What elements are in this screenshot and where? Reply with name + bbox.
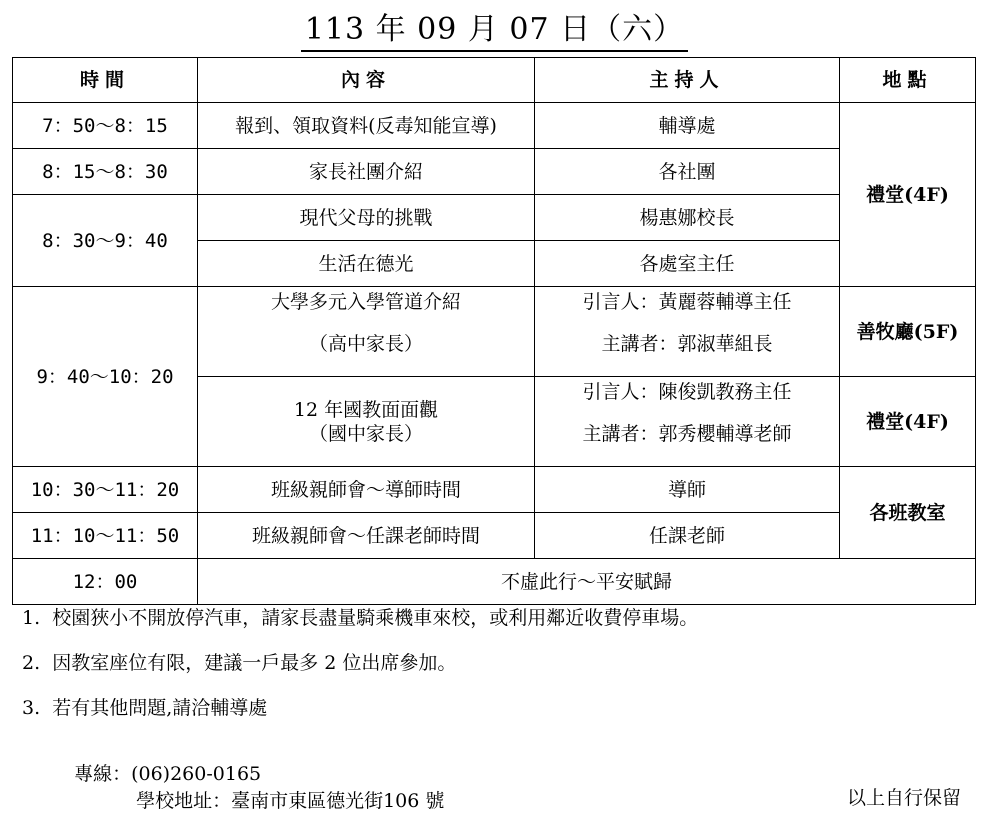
time-cell: 12：00 (13, 559, 198, 605)
place-cell: 各班教室 (840, 467, 976, 559)
host-line: 主講者：郭秀櫻輔導老師 (582, 422, 792, 445)
note-item: 1. 校園狹小不開放停汽車，請家長盡量騎乘機車來校，或利用鄰近收費停車場。 (22, 607, 699, 629)
place-cell: 禮堂(4F) (840, 377, 976, 467)
host-cell: 任課老師 (535, 513, 840, 559)
table-row (13, 287, 976, 377)
header-time: 時間 (13, 58, 198, 103)
host-cell: 楊惠娜校長 (535, 195, 840, 241)
time-cell: 8：15～8：30 (13, 149, 198, 195)
time-cell: 10：30～11：20 (13, 467, 198, 513)
page-title (0, 12, 989, 52)
host-cell: 輔導處 (535, 103, 840, 149)
content-line: （國中家長） (308, 422, 423, 445)
phone-number: 專線：(06)260-0165 (74, 763, 262, 785)
table-row (13, 103, 976, 149)
time-cell: 9：40～10：20 (13, 287, 198, 467)
content-line: （高中家長） (308, 332, 423, 355)
footer-note: 以上自行保留 (846, 787, 961, 809)
header-host: 主持人 (535, 58, 840, 103)
school-address: 學校地址：臺南市東區德光街106 號 (136, 790, 445, 812)
host-line: 引言人：陳俊凱教務主任 (582, 380, 792, 403)
table-row (13, 467, 976, 513)
host-line: 主講者：郭淑華組長 (601, 332, 773, 355)
content-cell: 班級親師會～導師時間 (198, 467, 535, 513)
content-cell (198, 377, 535, 467)
content-cell: 現代父母的挑戰 (198, 195, 535, 241)
contact-info (62, 737, 444, 813)
table-row (13, 559, 976, 605)
content-line: 大學多元入學管道介紹 (270, 290, 461, 313)
content-cell: 班級親師會～任課老師時間 (198, 513, 535, 559)
host-cell: 導師 (535, 467, 840, 513)
header-content: 內容 (198, 58, 535, 103)
content-cell: 不虛此行～平安賦歸 (198, 559, 976, 605)
table-row (13, 149, 976, 195)
schedule-table (12, 57, 976, 605)
host-cell (535, 287, 840, 377)
content-cell: 生活在德光 (198, 241, 535, 287)
host-cell (535, 377, 840, 467)
date-heading: 113 年 09 月 07 日（六） (301, 12, 688, 52)
host-cell: 各處室主任 (535, 241, 840, 287)
place-cell: 禮堂(4F) (840, 103, 976, 287)
content-cell: 報到、領取資料(反毒知能宣導) (198, 103, 535, 149)
table-row (13, 513, 976, 559)
time-cell: 8：30～9：40 (13, 195, 198, 287)
table-header-row (13, 58, 976, 103)
place-cell: 善牧廳(5F) (840, 287, 976, 377)
host-cell: 各社團 (535, 149, 840, 195)
host-line: 引言人：黃麗蓉輔導主任 (582, 290, 792, 313)
note-item: 3. 若有其他問題,請洽輔導處 (22, 697, 268, 719)
time-cell: 11：10～11：50 (13, 513, 198, 559)
content-cell: 家長社團介紹 (198, 149, 535, 195)
header-place: 地點 (840, 58, 976, 103)
notes-list (22, 603, 698, 738)
content-cell (198, 287, 535, 377)
content-line: 12 年國教面面觀 (293, 398, 439, 421)
note-item: 2. 因教室座位有限，建議一戶最多 2 位出席參加。 (22, 652, 457, 674)
time-cell: 7：50～8：15 (13, 103, 198, 149)
table-row (13, 195, 976, 241)
